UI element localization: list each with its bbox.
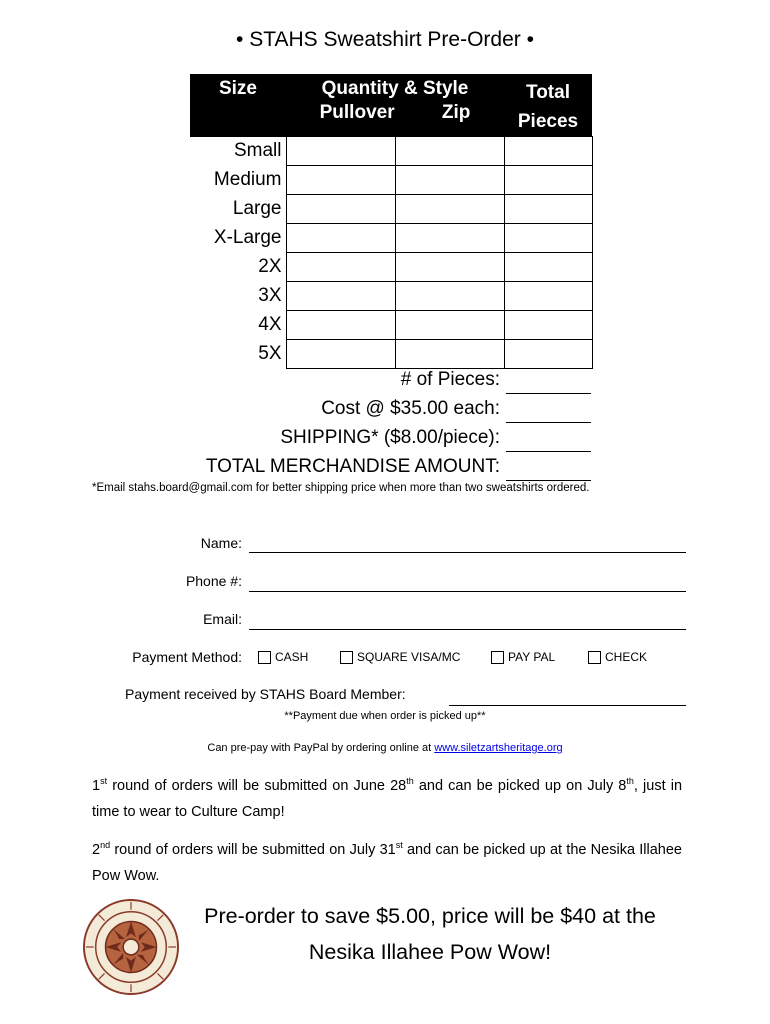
pullover-cell[interactable] bbox=[286, 311, 395, 340]
table-row bbox=[190, 253, 592, 282]
total-cell[interactable] bbox=[504, 137, 592, 166]
summary-pieces-label: # of Pieces: bbox=[400, 369, 500, 390]
prepay-note bbox=[0, 742, 770, 754]
header-pullover: Pullover bbox=[319, 102, 395, 123]
zip-cell[interactable] bbox=[395, 282, 504, 311]
header-zip: Zip bbox=[441, 102, 471, 123]
pullover-cell[interactable] bbox=[286, 224, 395, 253]
payment-option-cash[interactable] bbox=[258, 650, 308, 664]
size-label: 3X bbox=[190, 282, 286, 311]
payment-method-label: Payment Method: bbox=[132, 649, 242, 665]
check-checkbox[interactable] bbox=[588, 651, 601, 664]
summary-pieces-field[interactable] bbox=[506, 393, 591, 394]
zip-cell[interactable] bbox=[395, 137, 504, 166]
header-total-line1: Total bbox=[526, 82, 570, 103]
pullover-cell[interactable] bbox=[286, 340, 395, 369]
pullover-cell[interactable] bbox=[286, 137, 395, 166]
shipping-note: *Email stahs.board@gmail.com for better shipping price when more than two sweatshirts ordered. bbox=[92, 482, 590, 494]
payment-option-paypal[interactable] bbox=[491, 650, 555, 664]
header-total-pieces bbox=[504, 74, 592, 137]
summary-cost-label: Cost @ $35.00 each: bbox=[321, 398, 500, 419]
round-1-paragraph: 1st round of orders will be submitted on June 28th and can be picked up on July 8th, just in time to wear to Culture Camp! bbox=[92, 776, 683, 820]
cash-checkbox[interactable] bbox=[258, 651, 271, 664]
pullover-cell[interactable] bbox=[286, 166, 395, 195]
zip-cell[interactable] bbox=[395, 166, 504, 195]
size-label: 4X bbox=[190, 311, 286, 340]
page-title: • STAHS Sweatshirt Pre-Order • bbox=[236, 28, 534, 51]
size-label: X-Large bbox=[190, 224, 286, 253]
zip-cell[interactable] bbox=[395, 340, 504, 369]
zip-cell[interactable] bbox=[395, 311, 504, 340]
size-label: 5X bbox=[190, 340, 286, 369]
total-cell[interactable] bbox=[504, 195, 592, 224]
order-table bbox=[190, 74, 593, 369]
table-row bbox=[190, 195, 592, 224]
header-quantity-style-label: Quantity & Style bbox=[321, 78, 469, 99]
payment-option-square[interactable] bbox=[340, 650, 460, 664]
table-row bbox=[190, 166, 592, 195]
square-checkbox[interactable] bbox=[340, 651, 353, 664]
table-row bbox=[190, 282, 592, 311]
size-label: Large bbox=[190, 195, 286, 224]
final-line-2: Nesika Illahee Pow Wow! bbox=[308, 940, 552, 964]
zip-cell[interactable] bbox=[395, 195, 504, 224]
size-label: Medium bbox=[190, 166, 286, 195]
total-cell[interactable] bbox=[504, 311, 592, 340]
paypal-label: PAY PAL bbox=[508, 650, 556, 664]
received-label: Payment received by STAHS Board Member: bbox=[125, 686, 406, 702]
payment-due-note: **Payment due when order is picked up** bbox=[284, 710, 486, 722]
received-field[interactable] bbox=[449, 705, 686, 706]
siletz-arts-heritage-seal-icon bbox=[82, 898, 180, 996]
table-row bbox=[190, 137, 592, 166]
name-label: Name: bbox=[200, 535, 242, 551]
total-cell[interactable] bbox=[504, 166, 592, 195]
round-2-paragraph: 2nd round of orders will be submitted on July 31st and can be picked up at the Nesika Illahee Pow Wow. bbox=[92, 840, 682, 884]
zip-cell[interactable] bbox=[395, 253, 504, 282]
size-label: 2X bbox=[190, 253, 286, 282]
zip-cell[interactable] bbox=[395, 224, 504, 253]
table-row bbox=[190, 224, 592, 253]
table-row bbox=[190, 311, 592, 340]
summary-shipping-label: SHIPPING* ($8.00/piece): bbox=[280, 427, 500, 448]
payment-option-check[interactable] bbox=[588, 650, 647, 664]
header-total-line2: Pieces bbox=[517, 111, 579, 132]
pullover-cell[interactable] bbox=[286, 253, 395, 282]
pullover-cell[interactable] bbox=[286, 195, 395, 224]
cash-label: CASH bbox=[275, 650, 309, 664]
summary-total-label: TOTAL MERCHANDISE AMOUNT: bbox=[205, 456, 500, 477]
name-field[interactable] bbox=[249, 552, 686, 553]
header-size: Size bbox=[190, 74, 286, 137]
summary-cost-field[interactable] bbox=[506, 422, 591, 423]
summary-total-field[interactable] bbox=[506, 480, 591, 481]
summary-shipping-field[interactable] bbox=[506, 451, 591, 452]
final-line-1: Pre-order to save $5.00, price will be $40 at the bbox=[204, 904, 656, 928]
prepay-link[interactable]: www.siletzartsheritage.org bbox=[434, 742, 563, 754]
prepay-text: Can pre-pay with PayPal by ordering online at bbox=[207, 742, 432, 754]
total-cell[interactable] bbox=[504, 253, 592, 282]
paypal-checkbox[interactable] bbox=[491, 651, 504, 664]
phone-field[interactable] bbox=[249, 591, 686, 592]
total-cell[interactable] bbox=[504, 282, 592, 311]
phone-label: Phone #: bbox=[185, 573, 242, 589]
total-cell[interactable] bbox=[504, 340, 592, 369]
email-field[interactable] bbox=[249, 629, 686, 630]
pullover-cell[interactable] bbox=[286, 282, 395, 311]
table-row bbox=[190, 340, 592, 369]
check-label: CHECK bbox=[605, 650, 648, 664]
total-cell[interactable] bbox=[504, 224, 592, 253]
email-label: Email: bbox=[203, 611, 242, 627]
size-label: Small bbox=[190, 137, 286, 166]
square-label: SQUARE VISA/MC bbox=[357, 650, 461, 664]
header-quantity-style bbox=[286, 74, 504, 137]
